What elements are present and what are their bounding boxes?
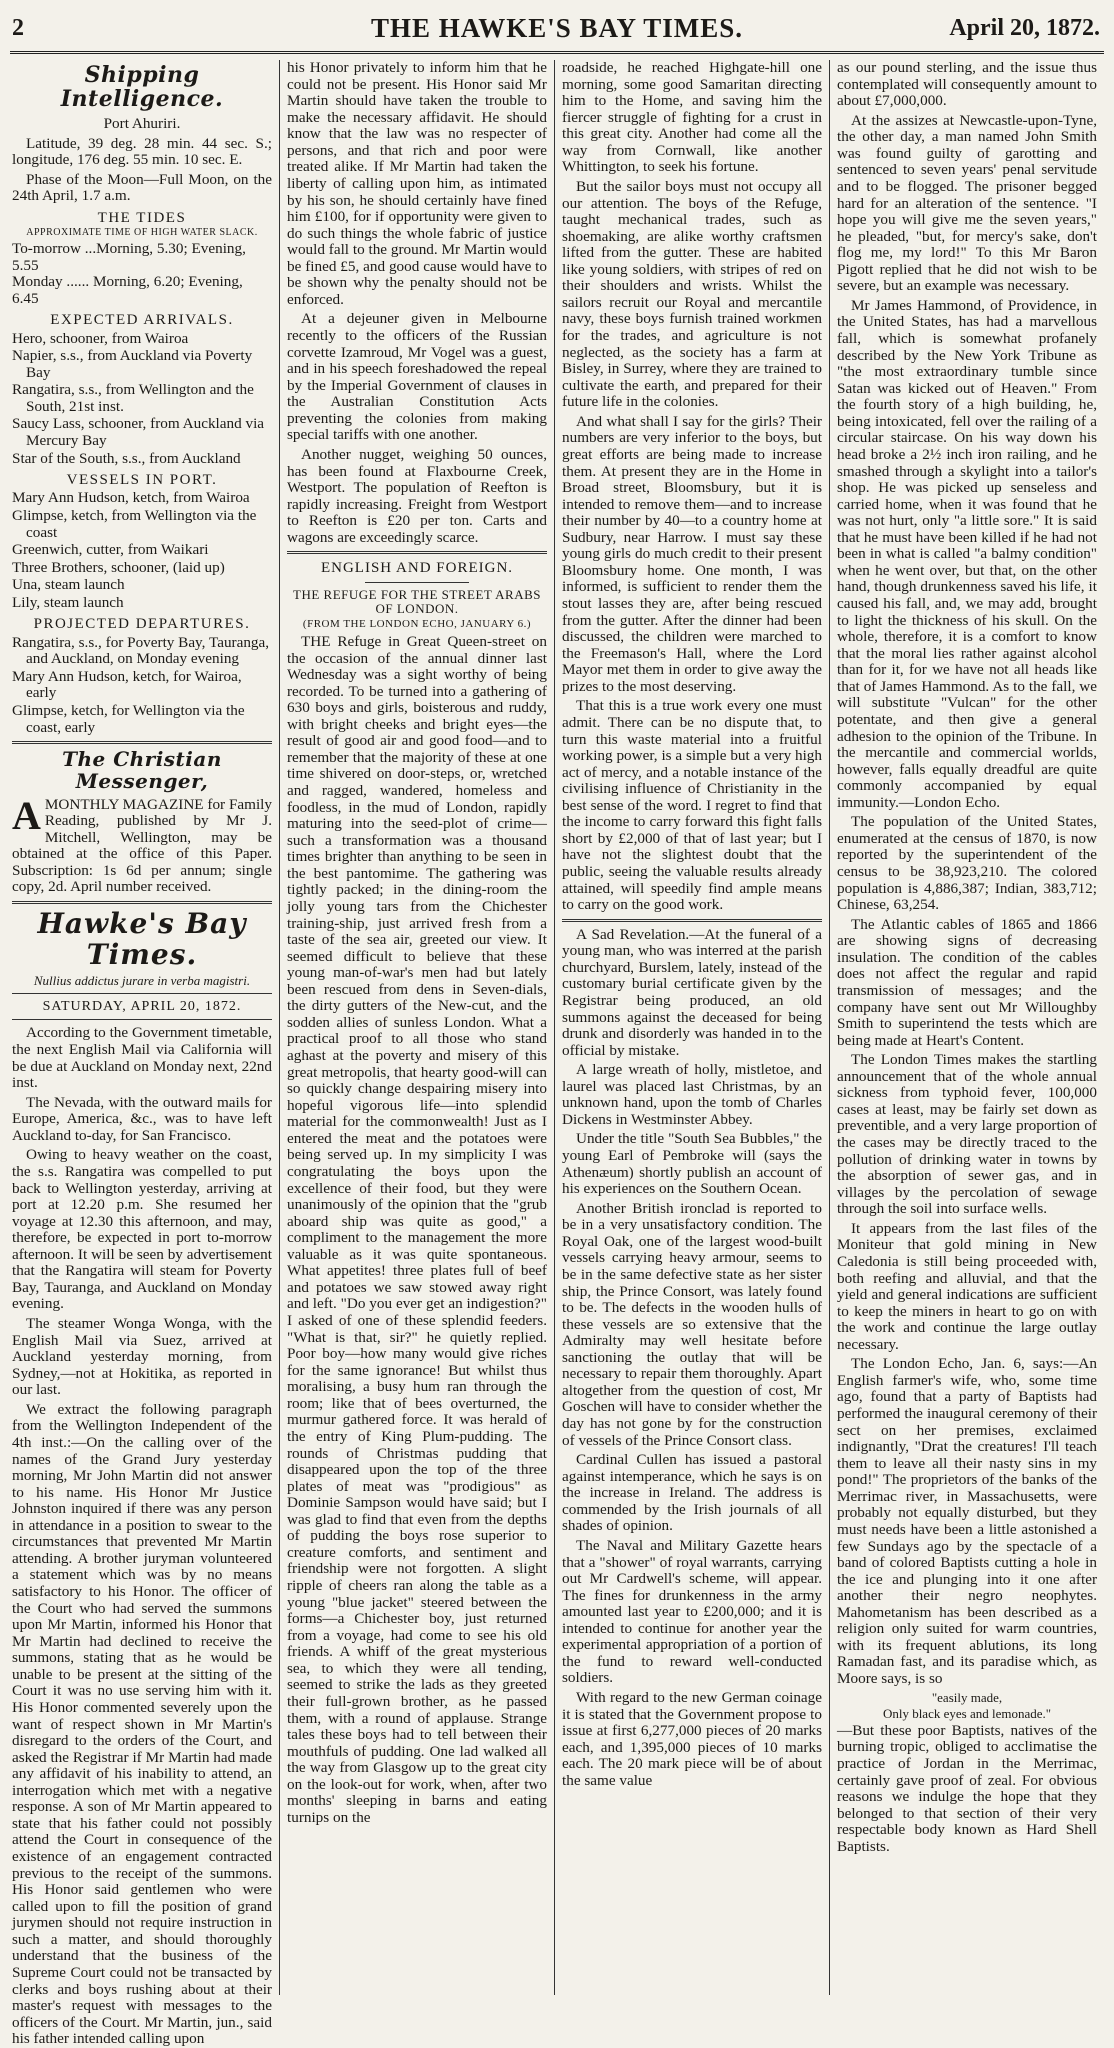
paragraph: The population of the United States, enumerated at the census of 1870, is now reported by the superintendent of the census to be 38,923,210. The colored population is 4,886,387; Indian, 383,712; Chinese, 63,254.: [837, 813, 1097, 914]
messenger-text: MONTHLY MAGAZINE for Family Reading, published by Mr J. Mitchell, Wellington, may be obtained at the office of this Paper. Subscription: 1s 6d per annum; single copy, 2d. April number received.: [12, 795, 272, 896]
masthead: [10, 7, 1104, 54]
paragraph: The Atlantic cables of 1865 and 1866 are showing signs of decreasing insulation. The condition of the cables does not affect the regular and rapid transmission of messages; and the company have sent out Mr Willoughby Smith to superintend the tests which are being made at Heart's Content.: [837, 915, 1097, 1049]
list-item: Saucy Lass, schooner, from Auckland via Mercury Bay: [12, 415, 265, 449]
port-name: Port Ahuriri.: [103, 114, 181, 132]
arrivals-heading: EXPECTED ARRIVALS.: [50, 312, 234, 329]
paragraph: THE Refuge in Great Queen-street on the occasion of the annual dinner last Wednesday was a sight worthy of being recorded. To be turned into a gathering of 630 boys and girls, boisterous and ruddy, with bright cheeks and bright eyes—the result of good air and good food—and to remember that the majority of these at one time shivered on door-steps, or, wretched and ragged, wandered, homeless and foodless, in the mud of London, rapidly maturing into the seed-plot of crime—such a transformation was a thousand times brighter than anything to be seen in the best pantomime. The gathering was tightly packed; in the dining-room the jolly young tars from the Chichester training-ship, just arrived fresh from a taste of the sea air, greeted our view. It seemed difficult to believe that these young man-of-war's men had but lately been rescued from dens in Seven-dials, the dirty gutters of the New-cut, and the sodden allies of sunless London. What a practical proof to all those who stand aghast at the poverty and misery of this great metropolis, that hearty good-will can so quickly change despairing misery into hopeful vigorous life—into splendid material for the commonwealth! Just as I entered the meat and the potatoes were being served up. In my simplicity I was congratulating the boys upon the excellence of their food, but they were unanimously of the opinion that the "grub aboard ship was quite as good," a compliment to the management the more valuable as it was quite spontaneous. What appetites! three plates full of beef and potatoes we saw stowed away right and left. "Do you ever get an indigestion?" I asked of one of these splendid feeders. "What is that, sir?" he quietly replied. Poor boy—how many would give riches for the same ignorance! But whilst thus moralising, a busy hum ran through the room; like that of bees overturned, the murmur gathered force. It was herald of the entry of King Plum-pudding. The rounds of Christmas pudding that disappeared upon the top of the three plates of meat was "prodigious" as Dominie Sampson would have said; but I was glad to find that even from the depths of pudding the boys rose superior to creature comforts, and sentiment and friendship were not forgotten. A slight ripple of cheers ran along the table as a young "blue jacket" steered between the forms—a Chichester boy, just returned from a voyage, had come to see his old friends. A whiff of the great mysterious sea, to which they were all tending, seemed to strike the lads as they greeted their full-grown brother, as he passed them, with a round of applause. Strange tales these boys had to tell between their mouthfuls of pudding. One lad walked all the way from Glasgow up to the great city on the look-out for work, when, after two months' sleeping in barns and eating turnips on the: [287, 632, 547, 1826]
in-port-heading: VESSELS IN PORT.: [66, 472, 218, 489]
article-title: THE REFUGE FOR THE STREET ARABS OF LONDON.: [293, 586, 541, 616]
paragraph: his Honor privately to inform him that he could not be present. His Honor said Mr Martin should have taken the trouble to make the necessary affidavit. He should know that the law was no respecter of persons, and that rich and poor were treated alike. If Mr Martin had taken the liberty of calling upon him, as intimated by his son, he should certainly have fined him £100, for if opportunity were given to do such things the whole fabric of justice would fall to the ground. Mr Martin would be fined £5, and good cause would have to be shown why the penalty should not be enforced.: [287, 59, 547, 308]
divider: [365, 582, 469, 583]
page-number: 2: [12, 15, 24, 41]
column-4: [829, 60, 1104, 1995]
list-item: Lily, steam launch: [12, 593, 124, 611]
paragraph: roadside, he reached Highgate-hill one morning, some good Samaritan directing him to the Home, and saving him the fiercer struggle of fighting for a crust in this great city. Another had come all the way from Cornwall, like another Whittington, to seek his fortune.: [562, 59, 822, 176]
list-item: Glimpse, ketch, from Wellington via the coast: [12, 506, 257, 541]
paragraph: as our pound sterling, and the issue thus contemplated will consequently amount to about £7,000,000.: [837, 59, 1097, 110]
paragraph: Another nugget, weighing 50 ounces, has been found at Flaxbourne Creek, Westport. The population of Reefton is rapidly increasing. Freight from Westport to Reefton is £20 per ton. Carts and wagons are exceedingly scarce.: [287, 445, 547, 546]
tide-row: To-morrow ...Morning, 5.30; Evening, 5.55: [12, 239, 246, 274]
paragraph: Under the title "South Sea Bubbles," the young Earl of Pembroke will (says the Athenæum) shortly publish an account of his experiences on the Southern Ocean.: [562, 1130, 822, 1198]
list-item: Glimpse, ketch, for Wellington via the coast, early: [12, 701, 245, 736]
paragraph: —But these poor Baptists, natives of the burning tropic, obliged to acclimatise the practice of Jordan in the Merrimac, certainly gave proof of zeal. For obvious reasons we indulge the hope that they belonged to that section of their very respectable body known as Hard Shell Baptists.: [837, 1721, 1097, 1855]
list-item: Star of the South, s.s., from Auckland: [12, 449, 241, 467]
divider: [12, 901, 272, 904]
list-item: Three Brothers, schooner, (laid up): [12, 558, 225, 576]
article-source: (FROM THE LONDON ECHO, JANUARY 6.): [302, 617, 532, 630]
paragraph: That this is a true work every one must admit. There can be no dispute that, to turn this waste material into a fruitful working power, is a simple but a very high act of mercy, and a notable instance of the civilising influence of Christianity in the best sense of the word. I regret to find that the income to carry forward this fight falls short by £2,000 of that of last year; but I have not the slightest doubt that the public, seeing the valuable results already attained, will speedily find ample means to carry on the good work.: [562, 697, 822, 914]
list-item: Greenwich, cutter, from Waikari: [12, 541, 209, 559]
list-item: Una, steam launch: [12, 576, 125, 594]
paragraph: The London Times makes the startling announcement that of the whole annual sickness from typhoid fever, 100,000 cases at least, may be fairly set down as preventible, and a very large proportion of the cases may be directly traced to the pollution of drinking water in towns by the absorption of sewer gas, and in villages by the percolation of sewage through the soil into surface wells.: [837, 1051, 1097, 1218]
columns: [10, 59, 1104, 2048]
tide-row: Monday ...... Morning, 6.20; Evening, 6.45: [12, 273, 243, 307]
newspaper-title: THE HAWKE'S BAY TIMES.: [370, 13, 744, 43]
paragraph: A Sad Revelation.—At the funeral of a young man, who was interred at the parish churchyard, Burslem, lately, instead of the customary burial certificate given by the Registrar being produced, an old summons against the deceased for being drunk and disorderly was handed in to the official by mistake.: [562, 925, 822, 1059]
paragraph: And what shall I say for the girls? Their numbers are very inferior to the boys, but great efforts are being made to increase them. At present they are in the Home in Broad street, Bloomsbury, but it is intended to remove them—and to increase their number by 40—to a country home at Sudbury, near Harrow. I must say these young girls do much credit to their present Bloomsbury home. One month, I was informed, is sufficient to render them the stout lasses they are, after being rescued from the gutter. After the dinner had been discussed, the children were marched to the Freemason's Hall, where the Lord Mayor met them in order to give away the prizes to the most deserving.: [562, 412, 822, 695]
newspaper-page: [10, 7, 1104, 2048]
list-item: Mary Ann Hudson, ketch, for Wairoa, early: [12, 667, 242, 702]
shipping-heading: Shipping Intelligence.: [60, 62, 224, 112]
tides-subheading: APPROXIMATE TIME OF HIGH WATER SLACK.: [26, 227, 258, 239]
paragraph: According to the Government timetable, the next English Mail via California will be due at Auckland on Monday next, 22nd inst.: [12, 1024, 272, 1092]
tides-heading: THE TIDES: [97, 209, 187, 226]
moon-phase: Phase of the Moon—Full Moon, on the 24th April, 1.7 a.m.: [12, 170, 272, 205]
paragraph: We extract the following paragraph from the Wellington Independent of the 4th inst.:—On the calling over of the names of the Grand Jury yesterday morning, Mr John Martin did not answer to his name. His Honor Mr Justice Johnston inquired if there was any person in attendance in a position to swear to the circumstances that prevented Mr Martin attending. A brother juryman volunteered a statement which was by no means satisfactory to his Honor. The officer of the Court who had served the summons upon Mr Martin, informed his Honor that Mr Martin had declined to receive the summons, stating that as he would be unable to be present at the sitting of the Court it was no use serving him with it. His Honor commented severely upon the want of respect shown in Mr Martin's disregard to the orders of the Court, and asked the Registrar if Mr Martin had made any affidavit of his inability to attend, an interrogation which met with a negative response. A son of Mr Martin appeared to state that his father could not possibly attend the Court in consequence of the existence of an engagement contracted previous to the receipt of the summons. His Honor said gentlemen who were called upon to fill the position of grand jurymen should not require instruction in such a matter, and should thoroughly understand that the business of the Supreme Court could not be transacted by clerks and boys rushing about at their master's request with messages to the officers of the Court. Mr Martin, jun., said his father intended calling upon: [12, 1400, 272, 2048]
paragraph: At the assizes at Newcastle-upon-Tyne, the other day, a man named John Smith was found guilty of garotting and sentenced to seven years' penal servitude and to be flogged. The prisoner begged hard for an alteration of the sentence. "I hope you will give me the seven years," he pleaded, "but, for mercy's sake, don't flog me, my lord!" To this Mr Baron Pigott replied that he did not wish to be severe, but an example was necessary.: [837, 111, 1097, 295]
paper-motto: Nullius addictus jurare in verba magistri.: [33, 973, 251, 989]
divider: [12, 1019, 272, 1020]
drop-cap: A: [12, 792, 41, 838]
list-item: Napier, s.s., from Auckland via Poverty Bay: [12, 347, 253, 381]
divider: [562, 919, 822, 922]
divider: [12, 993, 272, 994]
paragraph: The Naval and Military Gazette hears that a "shower" of royal warrants, carrying out Mr Cardwell's scheme, will appear. The fines for drunkenness in the army amounted last year to £200,000; and it is intended to continue for another year the experimental appropriation of a portion of the fund to reward well-conducted soldiers.: [562, 1536, 822, 1687]
list-item: Rangatira, s.s., from Wellington and the South, 21st inst.: [12, 381, 254, 415]
column-2: [279, 60, 554, 1995]
paragraph: The London Echo, Jan. 6, says:—An English farmer's wife, who, some time ago, found that a party of Baptists had performed the inaugural ceremony of their sect on her premises, exclaimed indignantly, "Drat the creatures! I'll teach them to leave all their nasty sins in my pond!" The proprietors of the banks of the Merrimac river, in Massachusetts, were probably not equally disturbed, but they must needs have been a little astonished a few Sundays ago by the spectacle of a band of colored Baptists cutting a hole in the ice and plunging into it one after another their negro neophytes. Mahometanism has been described as a religion only suited for warm countries, with its frequent ablutions, its long Ramadan fast, and its paradise which, as Moore says, is so: [837, 1355, 1097, 1687]
latitude-text: Latitude, 39 deg. 28 min. 44 sec. S.; longitude, 176 deg. 55 min. 10 sec. E.: [12, 134, 272, 169]
paragraph: It appears from the last files of the Moniteur that gold mining in New Caledonia is still being proceeded with, both reefing and alluvial, and that the yield and general indications are sufficient to keep the miners in heart to go on with the work and continue the large outlay necessary.: [837, 1219, 1097, 1353]
list-item: Hero, schooner, from Wairoa: [12, 329, 189, 347]
paragraph: Cardinal Cullen has issued a pastoral against intemperance, which he says is on the increase in Ireland. The address is commended by the Irish journals of all shades of opinion.: [562, 1451, 822, 1535]
paragraph: Another British ironclad is reported to be in a very unsatisfactory condition. The Royal Oak, one of the largest wood-built vessels carrying heavy armour, seems to be in the same defective state as her sister ship, the Prince Consort, was lately found to be. The defects in the wooden hulls of these vessels are so extensive that the Admiralty may well hesitate before sanctioning the outlay that will be necessary to repair them thoroughly. Apart altogether from the question of cost, Mr Goschen will have to consider whether the day has not gone by for the construction of vessels of the Prince Consort class.: [562, 1199, 822, 1449]
divider: [12, 741, 272, 744]
list-item: Mary Ann Hudson, ketch, from Wairoa: [12, 489, 250, 507]
divider: [287, 551, 547, 554]
messenger-heading: The Christian Messenger,: [62, 747, 222, 793]
quote-line: "easily made,: [931, 1689, 1003, 1705]
column-1: [10, 60, 279, 2048]
departures-heading: PROJECTED DEPARTURES.: [33, 616, 251, 633]
issue-dateline: SATURDAY, APRIL 20, 1872.: [42, 999, 242, 1015]
paragraph: With regard to the new German coinage it is stated that the Government propose to issue at first 6,277,000 pieces of 20 marks each, and 1,395,000 pieces of 10 marks each. The 20 mark piece will be of about the same value: [562, 1689, 822, 1789]
paragraph: The steamer Wonga Wonga, with the English Mail via Suez, arrived at Auckland yesterday morning, from Sydney,—not at Hokitika, as reported in our last.: [12, 1315, 272, 1399]
paragraph: At a dejeuner given in Melbourne recently to the officers of the Russian corvette Izamroud, Mr Vogel was a guest, and in his speech foreshadowed the repeal by the Imperial Government of clauses in the Australian Constitution Acts preventing the colonies from making special tariffs with one another.: [287, 310, 547, 444]
paper-title: Hawke's Bay Times.: [37, 907, 247, 971]
paragraph: Mr James Hammond, of Providence, in the United States, has had a marvellous fall, which is somewhat profanely described by the New York Tribune as "the most extraordinary tumble since Satan was kicked out of Heaven." From the fourth story of a high building, he, being intoxicated, fell over the railing of a circular staircase. On his way down his head broke a 2½ inch iron railing, and he smashed through a skylight into a tailor's shop. He was picked up senseless and carried home, when it was found that he was not hurt, only "a little sore." It is said that he must have been killed if he had not been in what is called "a balmy condition" when he went over, but that, on the other hand, though drunkenness saved his life, it caused his fall, and, we may add, brought to light the thickness of his skull. On the whole, therefore, it is a comfort to know that the moral lies rather against alcohol than for it, for we have not all heads like that of James Hammond. As to the fall, we will substitute "Vulcan" for the other potentate, and then give a general adhesion to the opinion of the Tribune. In the mercantile and commercial worlds, however, falls equally dreadful are quite commonly accompanied by equal immunity.—London Echo.: [837, 296, 1097, 811]
paragraph: Owing to heavy weather on the coast, the s.s. Rangatira was compelled to put back to Wellington yesterday, arriving at port at 12.20 p.m. She resumed her voyage at 12.30 this afternoon, and may, therefore, be expected in port to-morrow afternoon. It will be seen by advertisement that the Rangatira will steam for Poverty Bay, Tauranga, and Auckland on Monday evening.: [12, 1146, 272, 1313]
quote-line: Only black eyes and lemonade.": [882, 1705, 1052, 1721]
section-heading: ENGLISH AND FOREIGN.: [320, 560, 514, 577]
paragraph: The Nevada, with the outward mails for Europe, America, &c., was to have left Auckland to-day, for San Francisco.: [12, 1093, 272, 1144]
column-3: [554, 60, 829, 1995]
paragraph: A large wreath of holly, mistletoe, and laurel was placed last Christmas, by an unknown hand, upon the tomb of Charles Dickens in Westminster Abbey.: [562, 1061, 822, 1128]
issue-date: April 20, 1872.: [949, 15, 1100, 41]
list-item: Rangatira, s.s., for Poverty Bay, Tauranga, and Auckland, on Monday evening: [12, 633, 270, 668]
paragraph: But the sailor boys must not occupy all our attention. The boys of the Refuge, taught mechanical trades, such as shoemaking, are alike worthy craftsmen lifted from the gutter. These are habited like young soldiers, with stripes of red on their shoulders and wrists. Whilst the sailors recruit our Royal and mercantile navy, these boys furnish trained workmen for the trades, and agriculture is not neglected, as the society has a farm at Bisley, in Surrey, where they are trained to cultivate the earth, and prepared for their future life in the colonies.: [562, 177, 822, 411]
